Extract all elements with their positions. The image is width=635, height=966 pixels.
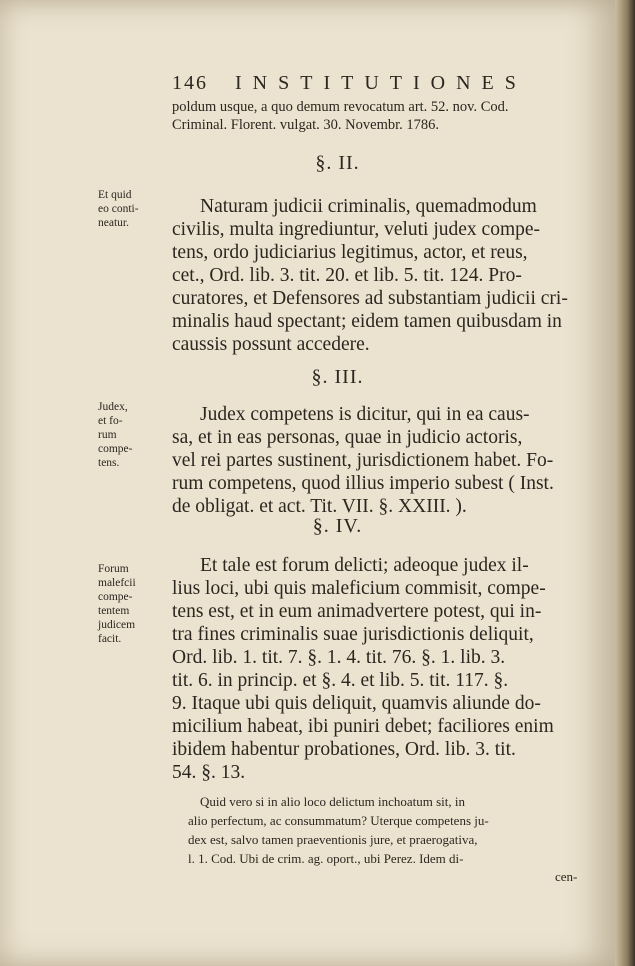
margin-note-line: malefcii: [98, 577, 136, 589]
margin-note-line: et fo-: [98, 415, 123, 427]
margin-note-line: judicem: [98, 619, 136, 631]
body-line: curatores, et Defensores ad substantiam judicii cri-: [172, 288, 568, 309]
body-line: sa, et in eas personas, quae in judicio actoris,: [172, 427, 523, 448]
footnote-line: Quid vero si in alio loco delictum inchoatum sit, in: [200, 794, 466, 809]
body-line: Et tale est forum delicti; adeoque judex il-: [200, 555, 529, 576]
margin-note-line: Forum: [98, 563, 129, 575]
body-line: ibidem habentur probationes, Ord. lib. 3. tit.: [172, 739, 516, 760]
margin-note-line: tens.: [98, 457, 120, 469]
margin-note-3: [98, 400, 132, 470]
margin-note-line: Judex,: [98, 401, 128, 413]
margin-note-line: compe-: [98, 443, 133, 455]
margin-note-line: tentem: [98, 605, 130, 617]
body-line: tens, ordo judiciarius legitimus, actor, et reus,: [172, 242, 528, 263]
body-line: minalis haud spectant; eidem tamen quibusdam in: [172, 311, 562, 332]
body-line: lius loci, ubi quis maleficium commisit, compe-: [172, 578, 546, 599]
margin-note-line: neatur.: [98, 217, 129, 229]
margin-note-4: [98, 562, 136, 646]
body-line: Ord. lib. 1. tit. 7. §. 1. 4. tit. 76. §. 1. lib. 3.: [172, 647, 506, 668]
section-heading-2: §. II.: [315, 152, 360, 174]
page-number: 146: [172, 72, 208, 94]
body-line: de obligat. et act. Tit. VII. §. XXIII. ).: [172, 496, 467, 517]
body-line: cet., Ord. lib. 3. tit. 20. et lib. 5. tit. 124. Pro-: [172, 265, 522, 286]
body-line: Judex competens is dicitur, qui in ea caus-: [200, 404, 530, 425]
body-line: tit. 6. in princip. et §. 4. et lib. 5. tit. 117. §.: [172, 670, 509, 691]
body-line: civilis, multa ingrediuntur, veluti judex compe-: [172, 219, 541, 240]
section-heading-4: §. IV.: [312, 515, 363, 537]
margin-note-line: eo conti-: [98, 203, 139, 215]
margin-note-2: [98, 188, 139, 230]
body-line: rum competens, quod illius imperio subest ( Inst.: [172, 473, 554, 494]
book-spine-edge: [615, 0, 635, 966]
body-line: caussis possunt accedere.: [172, 334, 370, 355]
body-line: micilium habeat, ibi puniri debet; faciliores enim: [172, 716, 554, 737]
body-line: vel rei partes sustinent, jurisdictionem habet. Fo-: [172, 450, 554, 471]
body-line: Naturam judicii criminalis, quemadmodum: [200, 196, 537, 217]
footnote-line: dex est, salvo tamen praeventionis jure, et praerogativa,: [188, 832, 478, 847]
footnote-line: l. 1. Cod. Ubi de crim. ag. oport., ubi Perez. Idem di-: [188, 851, 464, 866]
footnote-line: cen-: [555, 869, 578, 884]
body-line: 54. §. 13.: [172, 762, 246, 783]
body-line: tra fines criminalis suae jurisdictionis deliquit,: [172, 624, 534, 645]
margin-note-line: facit.: [98, 633, 122, 645]
margin-note-line: compe-: [98, 591, 133, 603]
margin-note-line: rum: [98, 429, 117, 441]
footnote-line: alio perfectum, ac consummatum? Uterque competens ju-: [188, 813, 489, 828]
body-line: 9. Itaque ubi quis deliquit, quamvis aliunde do-: [172, 693, 541, 714]
body-line: tens est, et in eum animadvertere potest, qui in-: [172, 601, 542, 622]
section-heading-3: §. III.: [311, 366, 364, 388]
intro-line: Criminal. Florent. vulgat. 30. Novembr. 1786.: [172, 117, 440, 133]
page-header: [172, 72, 527, 95]
margin-note-line: Et quid: [98, 189, 132, 201]
running-title: INSTITUTIONES: [235, 72, 527, 94]
intro-line: poldum usque, a quo demum revocatum art. 52. nov. Cod.: [172, 99, 509, 115]
